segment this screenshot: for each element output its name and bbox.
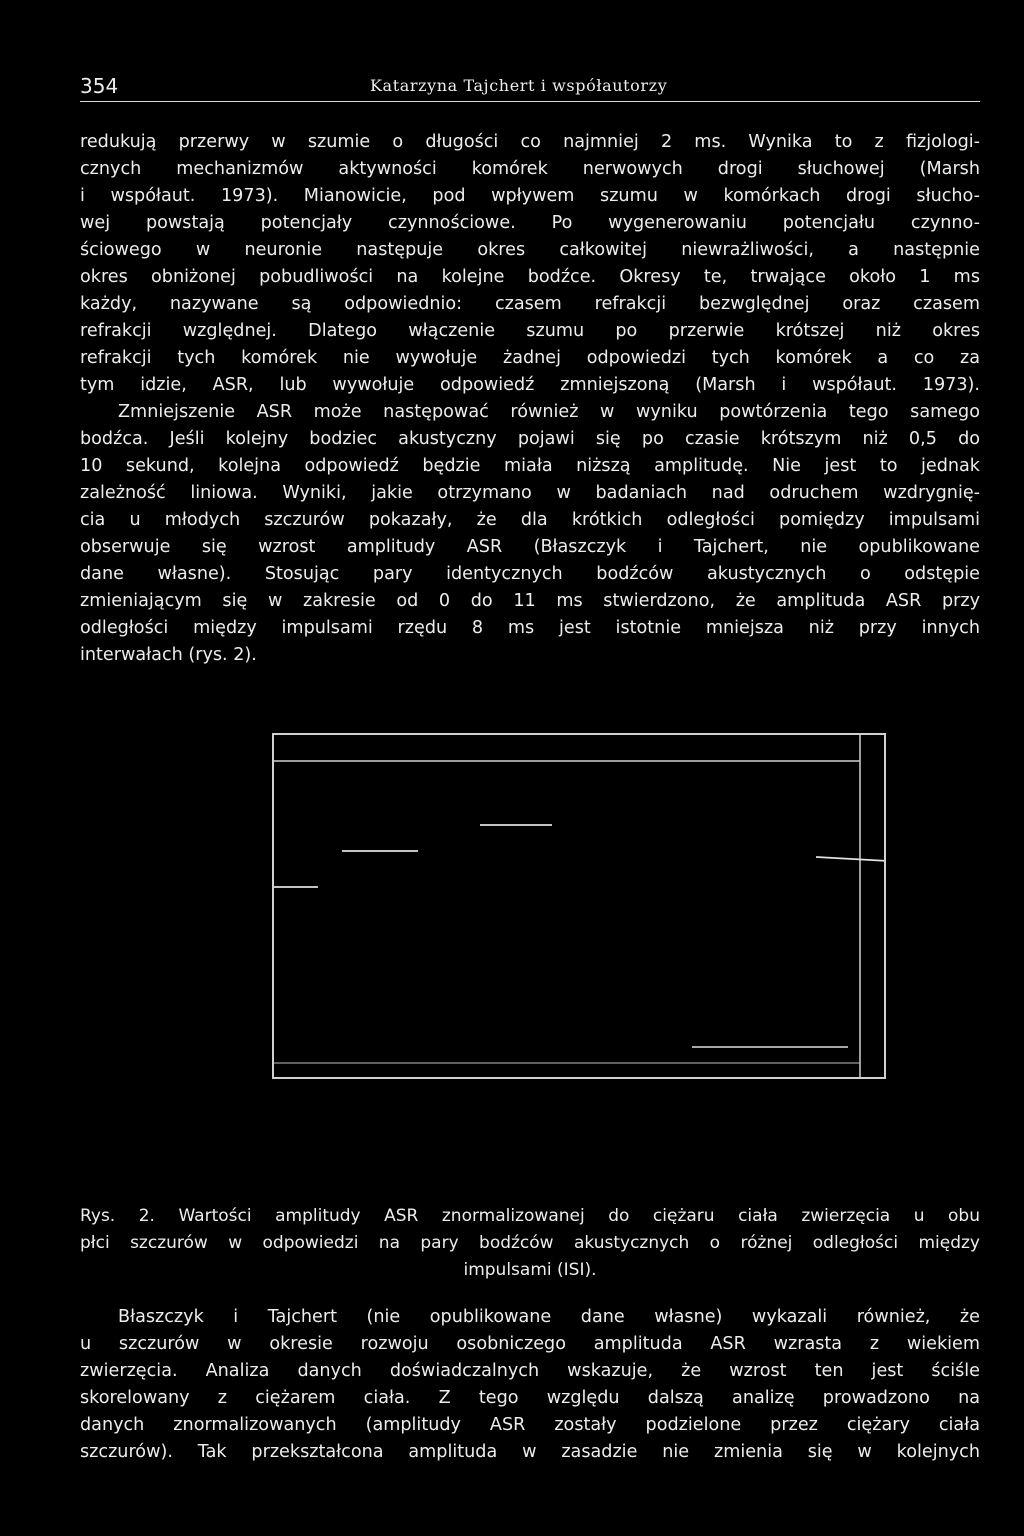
text-line: każdy, nazywane są odpowiednio: czasem refrakcji bezwględnej oraz czasem bbox=[80, 294, 980, 314]
text-line: dane własne). Stosując pary identycznych bodźców akustycznych o odstępie bbox=[80, 564, 980, 584]
text-line: obserwuje się wzrost amplitudy ASR (Błaszczyk i Tajchert, nie opublikowane bbox=[80, 537, 980, 557]
text-line: cia u młodych szczurów pokazały, że dla krótkich odległości pomiędzy impulsami bbox=[80, 510, 980, 530]
text-line: refrakcji względnej. Dlatego włączenie szumu po przerwie krótszej niż okres bbox=[80, 321, 980, 341]
text-line: tym idzie, ASR, lub wywołuje odpowiedź zmniejszoną (Marsh i współaut. 1973). bbox=[80, 375, 980, 395]
caption-line: Rys. 2. Wartości amplitudy ASR znormalizowanej do ciężaru ciała zwierzęcia u obu bbox=[80, 1206, 980, 1226]
caption-line: impulsami (ISI). bbox=[463, 1260, 597, 1280]
text-line: danych znormalizowanych (amplitudy ASR zostały podzielone przez ciężary ciała bbox=[80, 1415, 980, 1435]
text-line: okres obniżonej pobudliwości na kolejne bodźce. Okresy te, trwające około 1 ms bbox=[80, 267, 980, 287]
text-line: 10 sekund, kolejna odpowiedź będzie miała niższą amplitudę. Nie jest to jednak bbox=[80, 456, 980, 476]
figure-caption bbox=[80, 1203, 980, 1284]
text-line: redukują przerwy w szumie o długości co najmniej 2 ms. Wynika to z fizjologi- bbox=[80, 132, 980, 152]
text-line: i współaut. 1973). Mianowicie, pod wpływem szumu w komórkach drogi słucho- bbox=[80, 186, 980, 206]
figure-2 bbox=[272, 733, 886, 1079]
text-line: skorelowany z ciężarem ciała. Z tego względu dalszą analizę prowadzono na bbox=[80, 1388, 980, 1408]
text-line: Błaszczyk i Tajchert (nie opublikowane dane własne) wykazali również, że bbox=[118, 1307, 980, 1327]
text-line: szczurów). Tak przekształcona amplituda w zasadzie nie zmienia się w kolejnych bbox=[80, 1442, 980, 1462]
body-paragraph-top bbox=[80, 129, 980, 669]
text-line: zwierzęcia. Analiza danych doświadczalnych wskazuje, że wzrost ten jest ściśle bbox=[80, 1361, 980, 1381]
figure-2-graphic bbox=[274, 735, 884, 1077]
text-line: ściowego w neuronie następuje okres całkowitej niewrażliwości, a następnie bbox=[80, 240, 980, 260]
text-line: cznych mechanizmów aktywności komórek nerwowych drogi słuchowej (Marsh bbox=[80, 159, 980, 179]
page-number: 354 bbox=[80, 74, 119, 98]
header-rule bbox=[80, 101, 980, 102]
running-title: Katarzyna Tajchert i współautorzy bbox=[370, 76, 668, 95]
page-header bbox=[80, 74, 980, 104]
text-line: refrakcji tych komórek nie wywołuje żadnej odpowiedzi tych komórek a co za bbox=[80, 348, 980, 368]
text-line: zmieniającym się w zakresie od 0 do 11 ms stwierdzono, że amplituda ASR przy bbox=[80, 591, 980, 611]
figure-segment bbox=[816, 857, 884, 861]
text-line: zależność liniowa. Wyniki, jakie otrzymano w badaniach nad odruchem wzdrygnię- bbox=[80, 483, 980, 503]
text-line: u szczurów w okresie rozwoju osobniczego amplituda ASR wzrasta z wiekiem bbox=[80, 1334, 980, 1354]
text-line: bodźca. Jeśli kolejny bodziec akustyczny pojawi się po czasie krótszym niż 0,5 do bbox=[80, 429, 980, 449]
text-line: interwałach (rys. 2). bbox=[80, 645, 257, 665]
text-line: wej powstają potencjały czynnościowe. Po wygenerowaniu potencjału czynno- bbox=[80, 213, 980, 233]
text-line: Zmniejszenie ASR może następować również w wyniku powtórzenia tego samego bbox=[118, 402, 980, 422]
text-line: odległości między impulsami rzędu 8 ms jest istotnie mniejsza niż przy innych bbox=[80, 618, 980, 638]
caption-line: płci szczurów w odpowiedzi na pary bodźców akustycznych o różnej odległości między bbox=[80, 1233, 980, 1253]
body-paragraph-bottom bbox=[80, 1304, 980, 1466]
